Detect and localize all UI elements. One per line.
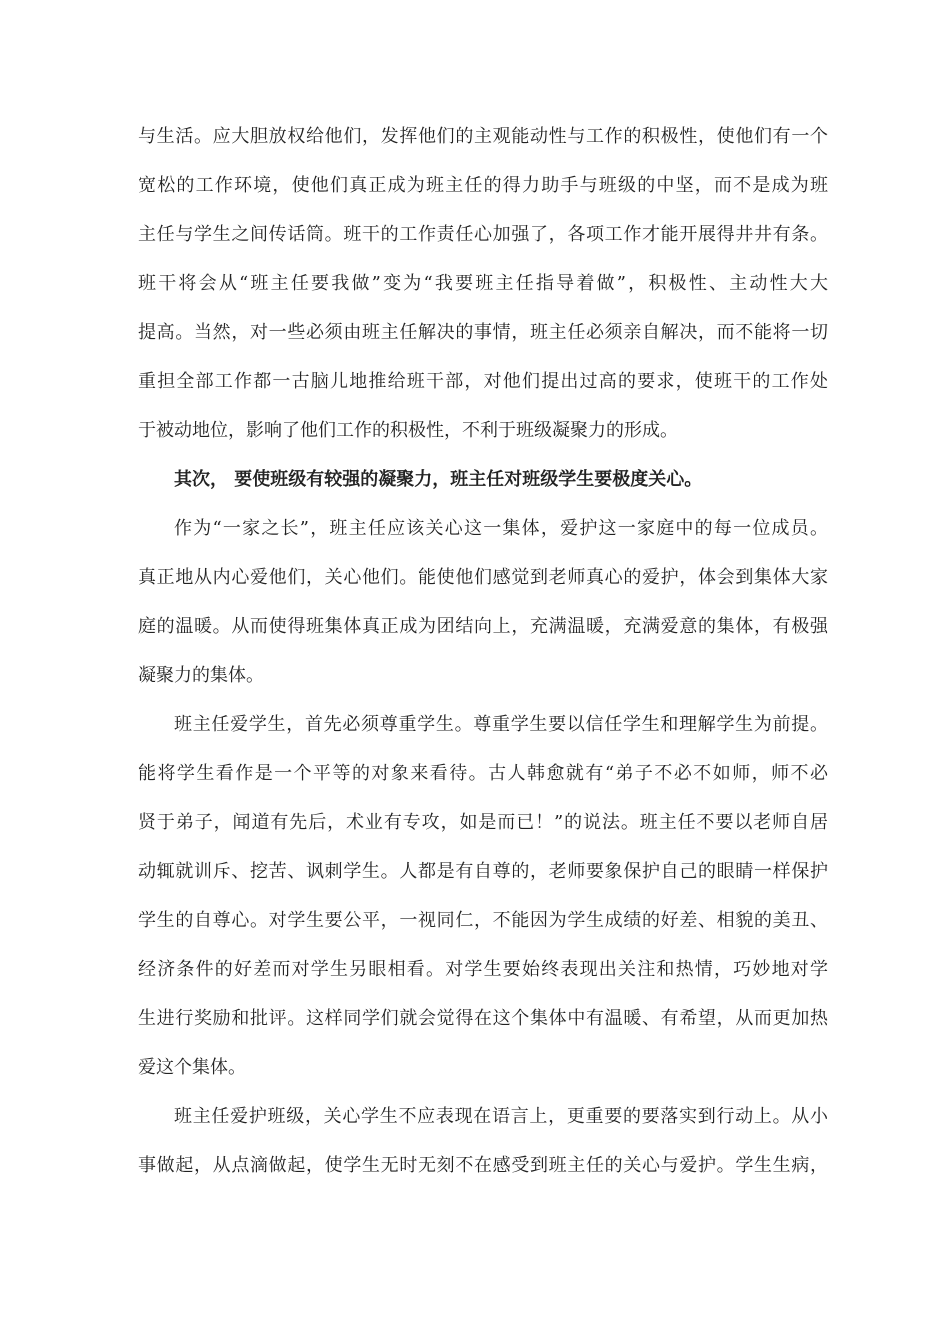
text-line: 宽松的工作环境，使他们真正成为班主任的得力助手与班级的中坚，而不是成为班 bbox=[138, 175, 828, 196]
text-line: 事做起，从点滴做起，使学生无时无刻不在感受到班主任的关心与爱护。学生生病， bbox=[138, 1155, 828, 1176]
document-body bbox=[138, 112, 828, 1190]
text-line: 于被动地位，影响了他们工作的积极性，不利于班级凝聚力的形成。 bbox=[138, 420, 678, 441]
paragraph-respect-students bbox=[138, 700, 828, 1092]
text-line: 班主任爱护班级，关心学生不应表现在语言上，更重要的要落实到行动上。从小 bbox=[174, 1106, 828, 1127]
text-line: 爱这个集体。 bbox=[138, 1057, 246, 1078]
text-line: 班主任爱学生，首先必须尊重学生。尊重学生要以信任学生和理解学生为前提。 bbox=[174, 714, 828, 735]
text-line: 庭的温暖。从而使得班集体真正成为团结向上，充满温暖，充满爱意的集体，有极强 bbox=[138, 616, 828, 637]
text-line: 提高。当然，对一些必须由班主任解决的事情，班主任必须亲自解决，而不能将一切 bbox=[138, 322, 828, 343]
text-line: 作为“一家之长”，班主任应该关心这一集体，爱护这一家庭中的每一位成员。 bbox=[174, 518, 828, 539]
text-line: 能将学生看作是一个平等的对象来看待。古人韩愈就有“弟子不必不如师，师不必 bbox=[138, 763, 828, 784]
text-line: 与生活。应大胆放权给他们，发挥他们的主观能动性与工作的积极性，使他们有一个 bbox=[138, 126, 828, 147]
paragraph-care-in-action bbox=[138, 1092, 828, 1190]
section-heading bbox=[138, 455, 828, 504]
text-line: 凝聚力的集体。 bbox=[138, 665, 264, 686]
text-line: 生进行奖励和批评。这样同学们就会觉得在这个集体中有温暖、有希望，从而更加热 bbox=[138, 1008, 828, 1029]
text-line: 重担全部工作都一古脑儿地推给班干部，对他们提出过高的要求，使班干的工作处 bbox=[138, 371, 828, 392]
text-line: 贤于弟子，闻道有先后，术业有专攻，如是而已！”的说法。班主任不要以老师自居 bbox=[138, 812, 828, 833]
text-line: 动辄就训斥、挖苦、讽刺学生。人都是有自尊的，老师要象保护自己的眼睛一样保护 bbox=[138, 861, 828, 882]
paragraph-class-cadres bbox=[138, 112, 828, 455]
text-line: 班干将会从“班主任要我做”变为“我要班主任指导着做”，积极性、主动性大大 bbox=[138, 273, 828, 294]
text-line: 主任与学生之间传话筒。班干的工作责任心加强了，各项工作才能开展得井井有条。 bbox=[138, 224, 828, 245]
paragraph-head-of-family bbox=[138, 504, 828, 700]
text-line: 学生的自尊心。对学生要公平，一视同仁，不能因为学生成绩的好差、相貌的美丑、 bbox=[138, 910, 828, 931]
text-line: 真正地从内心爱他们，关心他们。能使他们感觉到老师真心的爱护，体会到集体大家 bbox=[138, 567, 828, 588]
text-line: 经济条件的好差而对学生另眼相看。对学生要始终表现出关注和热情，巧妙地对学 bbox=[138, 959, 828, 980]
heading-line: 其次， 要使班级有较强的凝聚力，班主任对班级学生要极度关心。 bbox=[174, 469, 703, 490]
